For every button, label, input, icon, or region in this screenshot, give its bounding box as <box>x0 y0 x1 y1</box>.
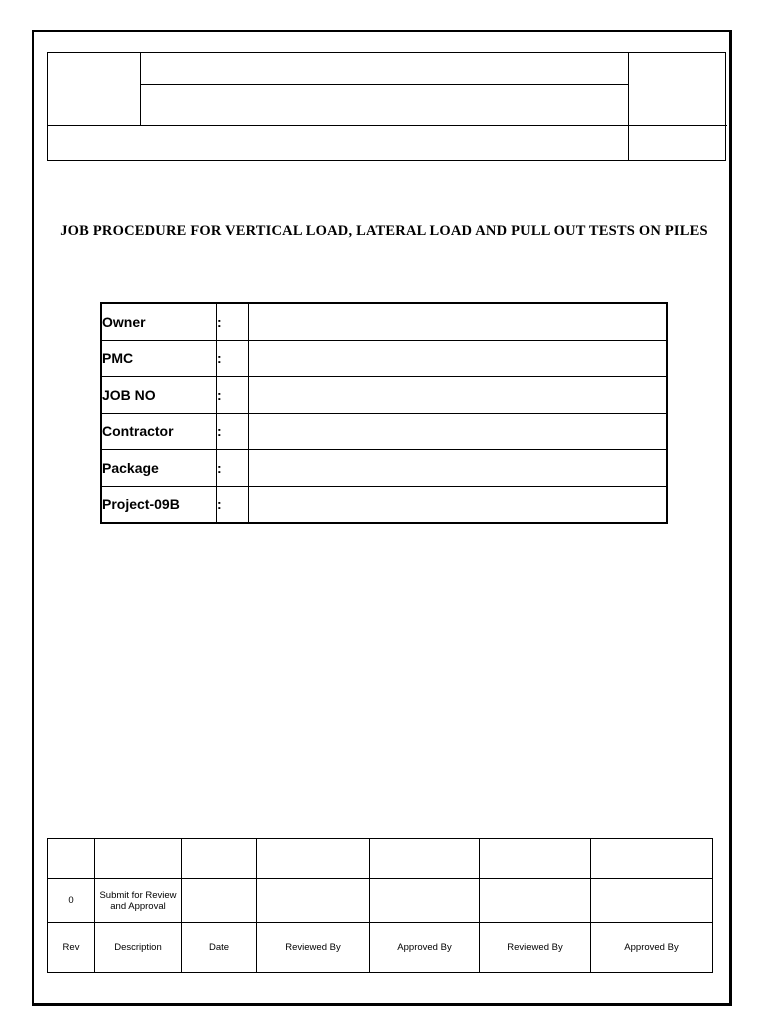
info-row-project <box>101 486 667 523</box>
info-value <box>249 450 668 487</box>
info-separator: : <box>217 303 249 340</box>
approved-by-cell <box>591 879 713 923</box>
info-label: Owner <box>101 303 217 340</box>
info-row-job-no <box>101 377 667 414</box>
info-separator: : <box>217 450 249 487</box>
header-description: Description <box>95 923 182 973</box>
date-cell <box>182 839 257 879</box>
info-label: PMC <box>101 340 217 377</box>
info-row-contractor <box>101 413 667 450</box>
info-separator: : <box>217 340 249 377</box>
info-row-package <box>101 450 667 487</box>
info-label: Project-09B <box>101 486 217 523</box>
reviewed-by-cell <box>257 879 370 923</box>
header-block <box>47 52 726 161</box>
revision-table <box>47 838 713 973</box>
info-value <box>249 486 668 523</box>
info-value <box>249 413 668 450</box>
revision-header-row <box>48 923 713 973</box>
reviewed-by-cell <box>480 879 591 923</box>
info-row-pmc <box>101 340 667 377</box>
description-cell: Submit for Review and Approval <box>95 879 182 923</box>
info-value <box>249 377 668 414</box>
info-separator: : <box>217 377 249 414</box>
rev-cell: 0 <box>48 879 95 923</box>
project-info-table <box>100 302 668 524</box>
approved-by-cell <box>370 879 480 923</box>
info-label: Package <box>101 450 217 487</box>
info-separator: : <box>217 413 249 450</box>
approved-by-cell <box>591 839 713 879</box>
rev-cell <box>48 839 95 879</box>
document-title: JOB PROCEDURE FOR VERTICAL LOAD, LATERAL LOAD AND PULL OUT TESTS ON PILES <box>60 223 708 239</box>
info-value <box>249 303 668 340</box>
info-row-owner <box>101 303 667 340</box>
info-separator: : <box>217 486 249 523</box>
header-divider <box>628 53 629 161</box>
date-cell <box>182 879 257 923</box>
header-reviewed-by: Reviewed By <box>257 923 370 973</box>
reviewed-by-cell <box>480 839 591 879</box>
reviewed-by-cell <box>257 839 370 879</box>
description-cell <box>95 839 182 879</box>
info-label: Contractor <box>101 413 217 450</box>
info-label: JOB NO <box>101 377 217 414</box>
header-reviewed-by: Reviewed By <box>480 923 591 973</box>
approved-by-cell <box>370 839 480 879</box>
header-divider <box>140 84 628 85</box>
header-divider <box>140 53 141 125</box>
revision-row <box>48 879 713 923</box>
header-approved-by: Approved By <box>370 923 480 973</box>
revision-row <box>48 839 713 879</box>
header-divider <box>48 125 727 126</box>
header-approved-by: Approved By <box>591 923 713 973</box>
header-rev: Rev <box>48 923 95 973</box>
header-date: Date <box>182 923 257 973</box>
info-value <box>249 340 668 377</box>
